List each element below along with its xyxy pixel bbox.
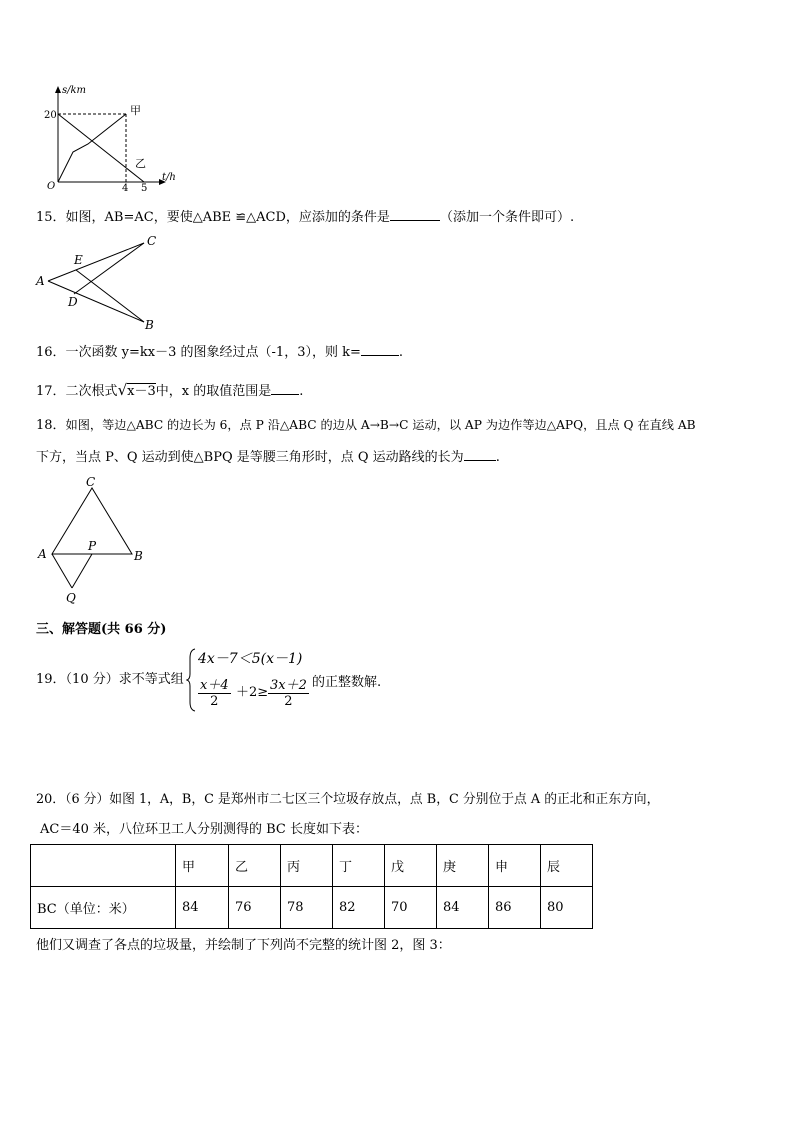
table-row <box>31 887 593 929</box>
x-tick-5: 5 <box>141 183 148 192</box>
table-cell: 82 <box>333 887 385 929</box>
label-jia: 甲 <box>130 104 141 117</box>
y-tick-20: 20 <box>44 110 57 121</box>
q18-number: 18． <box>36 418 66 433</box>
table-header-cell: 申 <box>489 845 541 887</box>
question-17 <box>36 380 303 402</box>
q15-number: 15． <box>36 210 66 225</box>
table-header-cell: 乙 <box>229 845 281 887</box>
table-header-cell: 丙 <box>281 845 333 887</box>
inequality-1: 4x－7＜5(x－1) <box>198 651 303 667</box>
q17-text-end: . <box>299 384 304 399</box>
frac2-numerator: 3x＋2 <box>268 674 309 694</box>
q15-answer-blank[interactable] <box>390 206 440 221</box>
table-header-cell: 庚 <box>437 845 489 887</box>
segment-eb <box>76 270 144 322</box>
table-header-cell: 戊 <box>385 845 437 887</box>
q17-text-2: 中，x 的取值范围是 <box>155 384 272 399</box>
q18-figure <box>34 474 154 606</box>
q16-text-after: . <box>398 345 404 360</box>
y-axis-label: s/km <box>62 85 87 96</box>
fraction-1 <box>198 674 231 709</box>
x-axis-label: t/h <box>162 172 176 183</box>
table-cell: 84 <box>176 887 229 929</box>
fraction-2 <box>268 674 309 709</box>
table-cell: 86 <box>489 887 541 929</box>
table-cell: 70 <box>385 887 437 929</box>
radicand: x－3 <box>127 384 156 399</box>
question-20-line1: 20．（6 分）如图 1，A，B，C 是郑州市二七区三个垃圾存放点，点 B，C 分别位于点 A 的正北和正东方向， <box>36 792 660 807</box>
system-brace <box>186 648 196 712</box>
q17-number: 17． <box>36 384 66 399</box>
inequality-2-mid: ＋2≥ <box>236 685 269 700</box>
bc-length-table <box>30 844 593 929</box>
table-header-cell: 辰 <box>541 845 593 887</box>
segment-aq <box>52 554 72 588</box>
q18-line2-end: . <box>495 450 500 465</box>
q18-answer-blank[interactable] <box>464 446 496 461</box>
table-header-cell <box>31 845 176 887</box>
point-q: Q <box>66 591 76 605</box>
line-jia <box>58 114 126 182</box>
question-20-line2: AC＝40 米，八位环卫工人分别测得的 BC 长度如下表： <box>40 822 369 837</box>
point-c: C <box>147 234 157 248</box>
table-row-label: BC（单位：米） <box>31 887 176 929</box>
section-3-heading: 三、解答题(共 66 分) <box>36 622 167 637</box>
question-18-line1 <box>36 415 696 436</box>
table-cell: 76 <box>229 887 281 929</box>
distance-time-graph <box>38 84 188 192</box>
line-yi <box>58 114 144 182</box>
x-tick-4: 4 <box>122 183 129 192</box>
point-b: B <box>134 549 143 563</box>
table-cell: 84 <box>437 887 489 929</box>
side-ab <box>48 281 144 322</box>
point-a: A <box>36 274 45 288</box>
table-cell: 80 <box>541 887 593 929</box>
question-15 <box>36 206 574 228</box>
question-20-line3: 他们又调查了各点的垃圾量，并绘制了下列尚不完整的统计图 2，图 3： <box>36 938 451 953</box>
q15-text: 如图，AB=AC，要使△ABE ≌△ACD，应添加的条件是 <box>65 210 390 225</box>
table-header-cell: 甲 <box>176 845 229 887</box>
point-a: A <box>38 547 47 561</box>
segment-dc <box>74 243 144 294</box>
q16-answer-blank[interactable] <box>361 341 399 356</box>
q18-line1: 如图，等边△ABC 的边长为 6，点 P 沿△ABC 的边从 A→B→C 运动，以 AP 为边作等边△APQ，且点 Q 在直线 AB <box>65 418 696 432</box>
q15-figure <box>34 232 168 332</box>
q19-suffix: 的正整数解. <box>312 675 382 690</box>
table-header-cell: 丁 <box>333 845 385 887</box>
q17-answer-blank[interactable] <box>271 380 299 395</box>
frac2-denominator: 2 <box>284 694 293 709</box>
origin-label: O <box>47 181 56 192</box>
q18-line2: 下方，当点 P、Q 运动到使△BPQ 是等腰三角形时，点 Q 运动路线的长为 <box>36 450 464 465</box>
q17-text: 二次根式 <box>65 384 118 399</box>
point-b: B <box>145 318 154 332</box>
label-yi: 乙 <box>135 157 146 170</box>
table-cell: 78 <box>281 887 333 929</box>
frac1-denominator: 2 <box>210 694 219 709</box>
point-c: C <box>86 475 96 489</box>
point-p: P <box>88 539 97 553</box>
question-16 <box>36 341 403 363</box>
question-18-line2 <box>36 446 500 468</box>
frac1-numerator: x＋4 <box>198 674 231 694</box>
q16-number: 16． <box>36 345 66 360</box>
y-axis-arrow <box>55 86 61 93</box>
table-header-row <box>31 845 593 887</box>
radical-sign: √ <box>117 381 128 399</box>
side-ac <box>48 243 144 281</box>
q16-text: 一次函数 y=kx－3 的图象经过点（-1，3），则 k= <box>65 345 361 360</box>
point-d: D <box>68 295 78 309</box>
q15-text-after: （添加一个条件即可）. <box>439 210 575 225</box>
point-e: E <box>74 253 83 267</box>
question-19: 19．（10 分）求不等式组 <box>36 672 184 687</box>
segment-pq <box>72 554 92 588</box>
